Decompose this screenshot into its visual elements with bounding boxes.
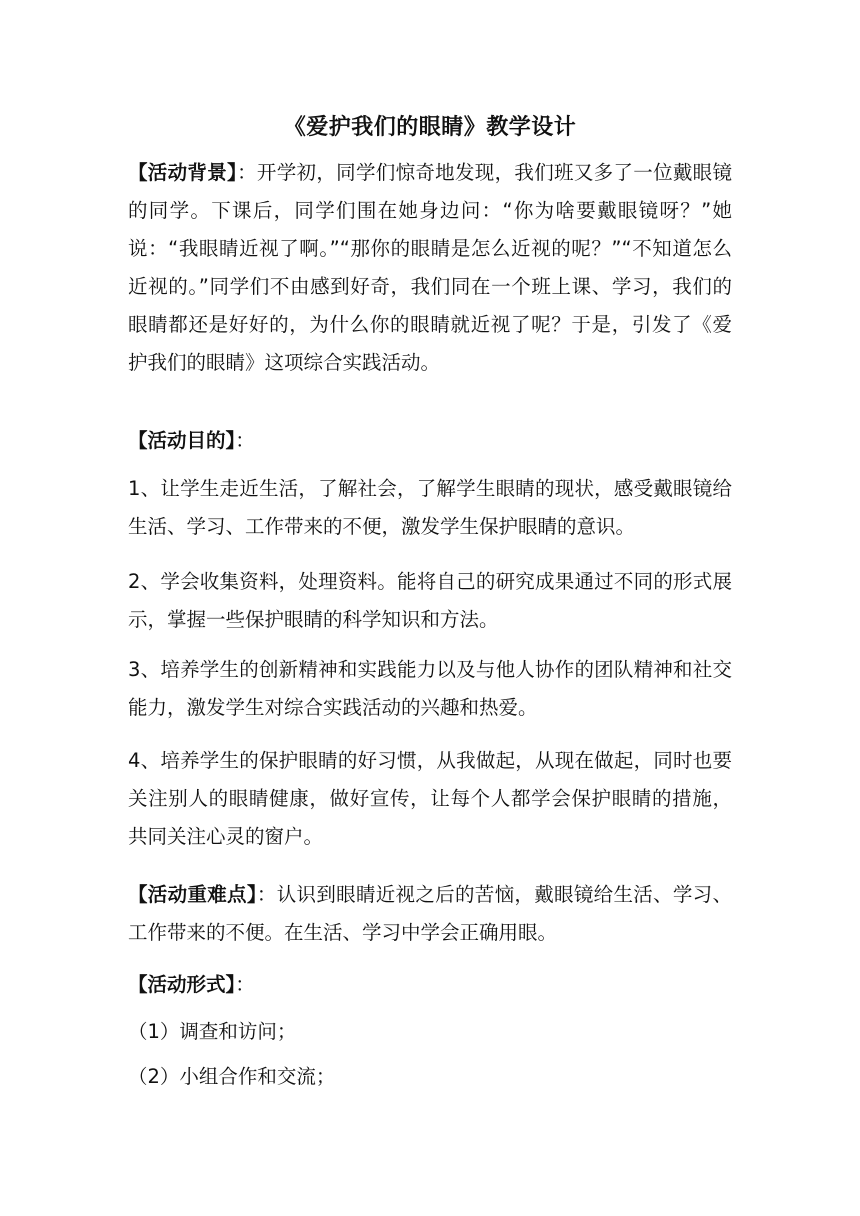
forms-heading-suffix: ：	[235, 973, 255, 996]
background-text: ：开学初，同学们惊奇地发现，我们班又多了一位戴眼镜的同学。下课后，同学们围在她身边问：“你为啥要戴眼镜呀？”她说：“我眼睛近视了啊。”“那你的眼睛是怎么近视的呢？”“不知道怎么近视的。”同学们不由感到好奇，我们同在一个班上课、学习，我们的眼睛都还是好好的，为什么你的眼睛就近视了呢？于是，引发了《爱护我们的眼睛》这项综合实践活动。	[128, 161, 732, 374]
goal-item-1: 1、让学生走近生活，了解社会，了解学生眼睛的现状，感受戴眼镜给生活、学习、工作带来的不便，激发学生保护眼睛的意识。	[128, 477, 732, 538]
key-points-text: ：认识到眼睛近视之后的苦恼，戴眼镜给生活、学习、工作带来的不便。在生活、学习中学会正确用眼。	[128, 883, 732, 944]
form-item-2: （2）小组合作和交流；	[128, 1065, 336, 1088]
form-item-1: （1）调查和访问；	[128, 1020, 297, 1043]
forms-heading: 【活动形式】	[128, 973, 236, 996]
goals-heading-suffix: ：	[235, 429, 255, 452]
key-points-heading: 【活动重难点】	[128, 883, 257, 906]
forms-heading-line	[128, 966, 732, 1004]
background-paragraph	[128, 154, 732, 382]
goal-item-4: 4、培养学生的保护眼睛的好习惯，从我做起，从现在做起，同时也要关注别人的眼睛健康，做好宣传，让每个人都学会保护眼睛的措施，共同关注心灵的窗户。	[128, 749, 732, 848]
goals-heading-line	[128, 422, 732, 460]
background-heading: 【活动背景】	[128, 161, 238, 184]
goals-heading: 【活动目的】	[128, 429, 236, 452]
key-points-paragraph	[128, 876, 732, 952]
document-title: 《爱护我们的眼睛》教学设计	[283, 115, 577, 140]
goal-item-3: 3、培养学生的创新精神和实践能力以及与他人协作的团队精神和社交能力，激发学生对综合实践活动的兴趣和热爱。	[128, 658, 732, 719]
goal-item-2: 2、学会收集资料，处理资料。能将自己的研究成果通过不同的形式展示，掌握一些保护眼睛的科学知识和方法。	[128, 570, 732, 631]
